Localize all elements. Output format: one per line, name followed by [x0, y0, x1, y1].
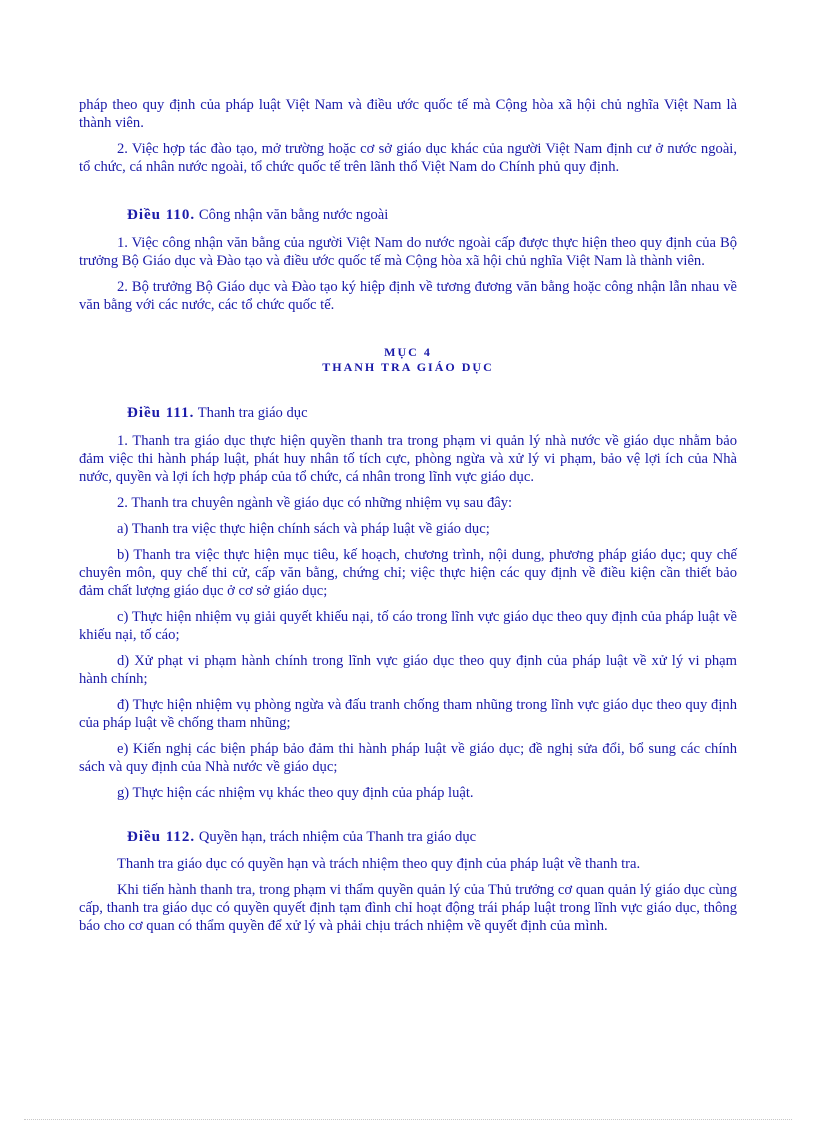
- article-111-item-d: d) Xử phạt vi phạm hành chính trong lĩnh vực giáo dục theo quy định của pháp luật về xử lý vi phạm hành chính;: [79, 653, 737, 687]
- article-111-number: Điều 111.: [127, 405, 195, 421]
- article-110-number: Điều 110.: [127, 207, 196, 223]
- page-footer-divider: [24, 1119, 792, 1120]
- paragraph-continuation: pháp theo quy định của pháp luật Việt Nam và điều ước quốc tế mà Cộng hòa xã hội chủ nghĩa Việt Nam là thành viên.: [79, 97, 737, 131]
- article-112-heading: [127, 828, 737, 846]
- article-111-item-g: g) Thực hiện các nhiệm vụ khác theo quy định của pháp luật.: [117, 785, 474, 801]
- article-111-clause-1: 1. Thanh tra giáo dục thực hiện quyền thanh tra trong phạm vi quản lý nhà nước về giáo dục nhằm bảo đảm việc thi hành pháp luật, phát huy nhân tố tích cực, phòng ngừa và xử lý vi phạm, bảo vệ lợi ích của Nhà nước, quyền và lợi ích hợp pháp của tổ chức, cá nhân trong lĩnh vực giáo dục.: [79, 433, 737, 485]
- article-112-paragraph-1: Thanh tra giáo dục có quyền hạn và trách nhiệm theo quy định của pháp luật về thanh tra.: [117, 856, 641, 872]
- paragraph-item-2: 2. Việc hợp tác đào tạo, mở trường hoặc cơ sở giáo dục khác của người Việt Nam định cư ở nước ngoài, tổ chức, cá nhân nước ngoài, tổ chức quốc tế trên lãnh thổ Việt Nam do Chính phủ quy định.: [79, 141, 737, 175]
- article-111-item-e: e) Kiến nghị các biện pháp bảo đảm thi hành pháp luật về giáo dục; đề nghị sửa đổi, bổ sung các chính sách và quy định của Nhà nước về giáo dục;: [79, 741, 737, 775]
- article-111-item-c: c) Thực hiện nhiệm vụ giải quyết khiếu nại, tố cáo trong lĩnh vực giáo dục theo quy định của pháp luật về khiếu nại, tố cáo;: [79, 609, 737, 643]
- article-110-clause-1: 1. Việc công nhận văn bằng của người Việt Nam do nước ngoài cấp được thực hiện theo quy định của Bộ trưởng Bộ Giáo dục và Đào tạo và điều ước quốc tế mà Cộng hòa xã hội chủ nghĩa Việt Nam là thành viên.: [79, 235, 737, 269]
- section-heading: [79, 345, 737, 375]
- article-111-item-b: b) Thanh tra việc thực hiện mục tiêu, kế hoạch, chương trình, nội dung, phương pháp giáo dục; quy chế chuyên môn, quy chế thi cử, cấp văn bằng, chứng chỉ; việc thực hiện các quy định về điều kiện cần thiết bảo đảm chất lượng giáo dục ở cơ sở giáo dục;: [79, 547, 737, 599]
- article-111-title: Thanh tra giáo dục: [197, 405, 308, 421]
- article-112-number: Điều 112.: [127, 829, 196, 845]
- article-111-heading: [127, 404, 737, 422]
- article-112-title: Quyền hạn, trách nhiệm của Thanh tra giáo dục: [198, 829, 477, 845]
- article-111-clause-2: 2. Thanh tra chuyên ngành về giáo dục có những nhiệm vụ sau đây:: [117, 495, 513, 511]
- section-title: THANH TRA GIÁO DỤC: [322, 360, 494, 374]
- article-110-heading: [127, 206, 737, 224]
- section-label: MỤC 4: [384, 345, 432, 359]
- article-110-title: Công nhận văn bằng nước ngoài: [198, 207, 389, 223]
- article-112-paragraph-2: Khi tiến hành thanh tra, trong phạm vi thẩm quyền quản lý của Thủ trưởng cơ quan quản lý giáo dục cùng cấp, thanh tra giáo dục có quyền quyết định tạm đình chỉ hoạt động trái pháp luật trong lĩnh vực giáo dục, thông báo cho cơ quan có thẩm quyền để xử lý và phải chịu trách nhiệm về quyết định của mình.: [79, 882, 737, 934]
- article-110-clause-2: 2. Bộ trưởng Bộ Giáo dục và Đào tạo ký hiệp định về tương đương văn bằng hoặc công nhận lẫn nhau về văn bằng với các nước, các tổ chức quốc tế.: [79, 279, 737, 313]
- article-111-item-dd: đ) Thực hiện nhiệm vụ phòng ngừa và đấu tranh chống tham nhũng trong lĩnh vực giáo dục theo quy định của pháp luật về chống tham nhũng;: [79, 697, 737, 731]
- article-111-item-a: a) Thanh tra việc thực hiện chính sách và pháp luật về giáo dục;: [117, 521, 490, 537]
- document-page: [79, 96, 737, 935]
